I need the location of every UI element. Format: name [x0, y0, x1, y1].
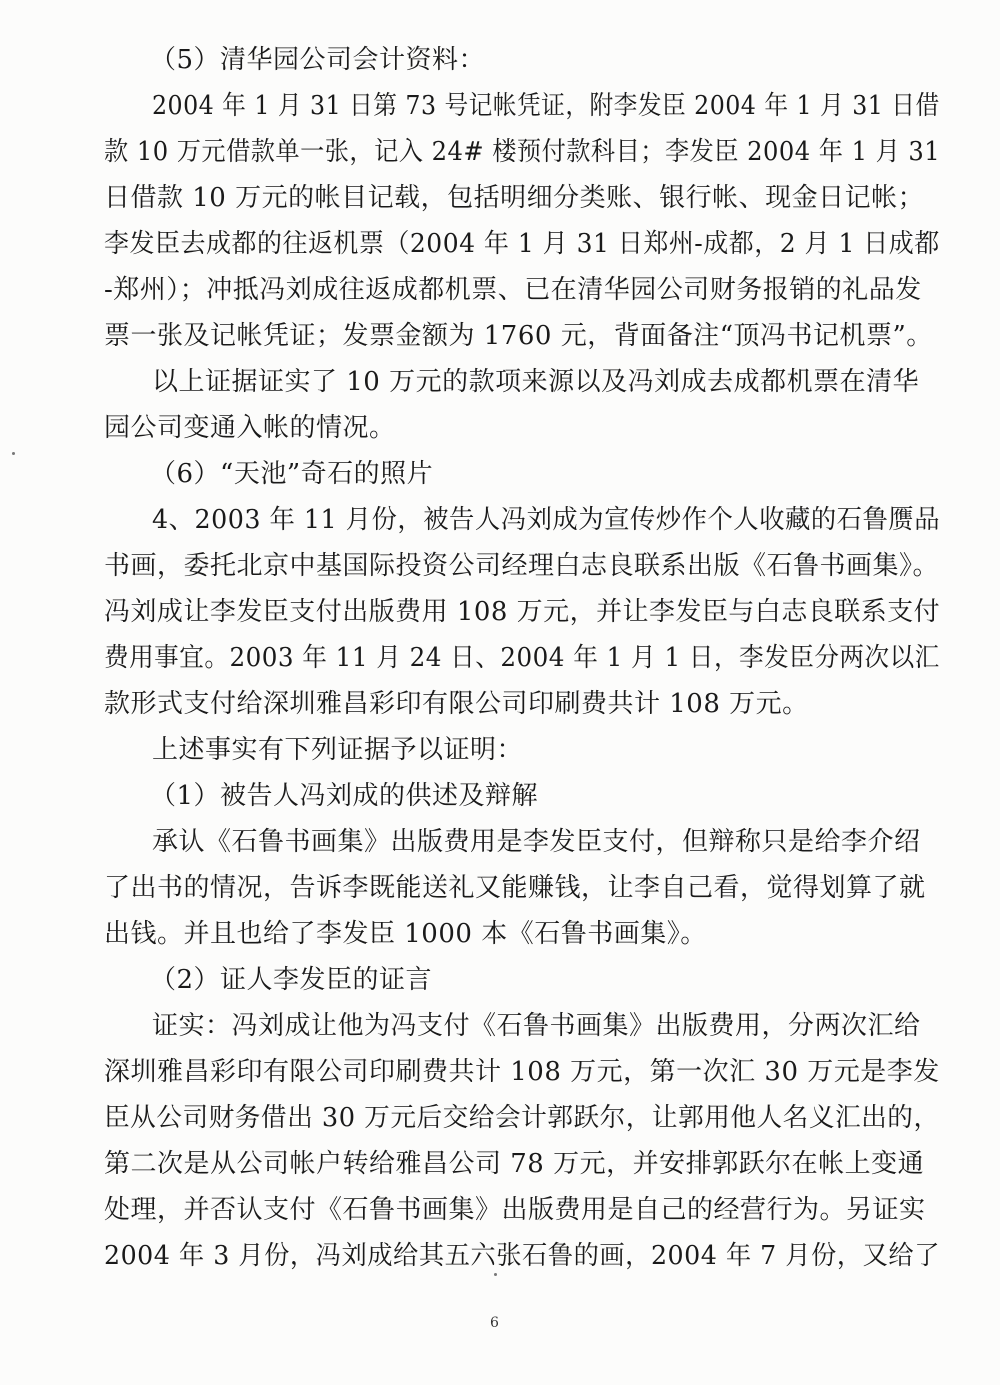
- text-line: 日借款 10 万元的帐目记载，包括明细分类账、银行帐、现金日记帐；: [104, 183, 925, 213]
- text-line: 2004 年 1 月 31 日第 73 号记帐凭证，附李发臣 2004 年 1 月 31 日借: [152, 91, 940, 121]
- text-line: 出钱。并且也给了李发臣 1000 本《石鲁书画集》。: [104, 919, 707, 949]
- text-line: 证实：冯刘成让他为冯支付《石鲁书画集》出版费用，分两次汇给: [152, 1011, 921, 1041]
- text-line: 冯刘成让李发臣支付出版费用 108 万元，并让李发臣与白志良联系支付: [104, 597, 941, 627]
- text-line: 票一张及记帐凭证；发票金额为 1760 元，背面备注“顶冯书记机票”。: [104, 321, 933, 351]
- text-line: 2004 年 3 月份，冯刘成给其五六张石鲁的画，2004 年 7 月份，又给了: [104, 1241, 940, 1271]
- text-line: 深圳雅昌彩印有限公司印刷费共计 108 万元，第一次汇 30 万元是李发: [104, 1057, 940, 1087]
- evidence-heading-2: （2）证人李发臣的证言: [150, 965, 433, 995]
- evidence-heading-1: （1）被告人冯刘成的供述及辩解: [150, 781, 539, 811]
- text-line: 款 10 万元借款单一张，记入 24# 楼预付款科目；李发臣 2004 年 1 月 31: [104, 137, 941, 167]
- text-line: 臣从公司财务借出 30 万元后交给会计郭跃尔，让郭用他人名义汇出的，: [104, 1103, 940, 1133]
- text-line: -郑州）；冲抵冯刘成往返成都机票、已在清华园公司财务报销的礼品发: [104, 275, 922, 305]
- text-line: 4、2003 年 11 月份，被告人冯刘成为宣传炒作个人收藏的石鲁赝品: [152, 505, 941, 535]
- text-line: 款形式支付给深圳雅昌彩印有限公司印刷费共计 108 万元。: [104, 689, 809, 719]
- text-line: 上述事实有下列证据予以证明：: [152, 735, 524, 765]
- text-line: 费用事宜。2003 年 11 月 24 日、2004 年 1 月 1 日，李发臣分两次以汇: [104, 643, 940, 673]
- text-line: 以上证据证实了 10 万元的款项来源以及冯刘成去成都机票在清华: [152, 367, 920, 397]
- page-number: 6: [490, 1315, 499, 1331]
- text-line: 第二次是从公司帐户转给雅昌公司 78 万元，并安排郭跃尔在帐上变通: [104, 1149, 925, 1179]
- section-heading-6: （6）“天池”奇石的照片: [150, 459, 434, 489]
- text-line: 园公司变通入帐的情况。: [104, 413, 396, 443]
- text-line: 李发臣去成都的往返机票（2004 年 1 月 31 日郑州-成都，2 月 1 日成都: [104, 229, 940, 259]
- text-line: 承认《石鲁书画集》出版费用是李发臣支付，但辩称只是给李介绍: [152, 827, 921, 857]
- scan-speck: [12, 452, 15, 455]
- text-line: 处理，并否认支付《石鲁书画集》出版费用是自己的经营行为。另证实: [104, 1195, 926, 1225]
- text-line: 书画，委托北京中基国际投资公司经理白志良联系出版《石鲁书画集》。: [104, 551, 940, 581]
- text-line: 了出书的情况，告诉李既能送礼又能赚钱，让李自己看，觉得划算了就: [104, 873, 926, 903]
- scan-speck: [494, 1273, 497, 1276]
- section-heading-5: （5）清华园公司会计资料：: [150, 45, 486, 75]
